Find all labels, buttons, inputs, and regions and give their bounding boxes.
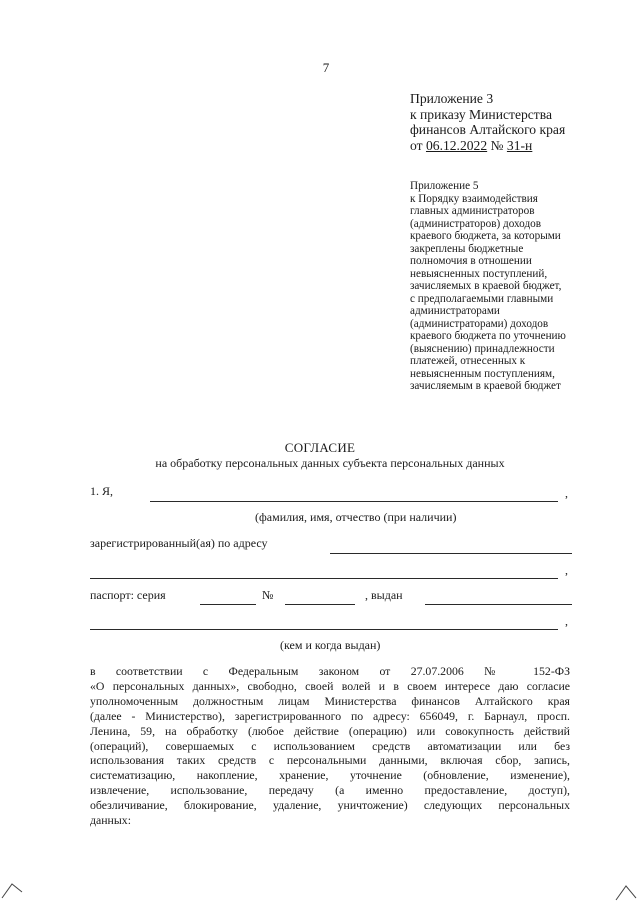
- appendix-main-date-line: [410, 138, 610, 154]
- appendix-sub-line: (администраторов) доходов: [410, 217, 542, 230]
- body-text-line: систематизацию, накопление, хранение, уточнение (обновление, изменение),: [90, 768, 570, 783]
- body-text-line: данных:: [90, 813, 131, 828]
- date-prefix: от: [410, 137, 426, 153]
- order-date: 06.12.2022: [425, 137, 488, 153]
- appendix-sub-line: (выяснению) принадлежности: [410, 342, 555, 355]
- appendix-sub-line: полномочия в отношении: [410, 255, 532, 267]
- appendix-sub-line: зачисляемых в краевой бюджет,: [410, 280, 562, 292]
- appendix-sub-line: к Порядку взаимодействия: [410, 192, 538, 205]
- body-text-line: (далее - Министерство), зарегистрированного по адресу: 656049, г. Барнаул, просп.: [90, 708, 570, 723]
- passport-label: паспорт: серия: [90, 588, 166, 602]
- fio-hint: (фамилия, имя, отчество (при наличии): [255, 510, 457, 524]
- page-number: 7: [322, 60, 330, 75]
- order-number: 31-н: [506, 137, 533, 153]
- passport-number-line[interactable]: [285, 604, 355, 605]
- passport-number-label: №: [262, 588, 274, 602]
- appendix-sub-line: главных администраторов: [410, 205, 535, 217]
- body-text-line: в соответствии с Федеральным законом от 27.07.2006 № 152-ФЗ: [90, 664, 570, 678]
- body-text-line: извлечение, использование, передачу (а именно предоставление, доступ),: [90, 783, 570, 798]
- issued-field-line-2[interactable]: [90, 629, 558, 630]
- consent-body-text: [90, 664, 570, 828]
- appendix-main-line: к приказу Министерства: [410, 106, 553, 122]
- body-text-line: использования таких средств с персональными данными, включая сбор, запись,: [90, 753, 570, 768]
- body-text-line: обезличивание, блокирование, удаление, уничтожение) следующих персональных: [90, 798, 570, 813]
- address-field-line-1[interactable]: [330, 553, 572, 554]
- appendix-sub-line: администраторами: [410, 305, 500, 317]
- appendix-sub-line: невыясненных поступлений,: [410, 267, 548, 280]
- passport-series-line[interactable]: [200, 604, 256, 605]
- appendix-sub-line: Приложение 5: [410, 180, 479, 192]
- body-text-line: Ленина, 59, на обработку (любое действие (операцию) или совокупность действий: [90, 723, 570, 738]
- number-sign: №: [487, 137, 507, 153]
- issued-field-line-1[interactable]: [425, 604, 572, 605]
- document-title: СОГЛАСИЕ: [284, 440, 356, 455]
- appendix-main-block: [410, 91, 610, 153]
- address-label: зарегистрированный(ая) по адресу: [90, 536, 268, 550]
- appendix-sub-line: с предполагаемыми главными: [410, 292, 554, 305]
- address-field-line-2[interactable]: [90, 578, 558, 579]
- appendix-main-line: Приложение 3: [410, 91, 494, 106]
- body-text-line: уполномоченным должностным лицам Министерства финансов Алтайского края: [90, 693, 570, 708]
- appendix-sub-line: зачисляемым в краевой бюджет: [410, 380, 561, 392]
- appendix-sub-line: невыясненным поступлениям,: [410, 367, 555, 380]
- address-comma: ,: [565, 563, 568, 577]
- appendix-sub-line: (администраторами) доходов: [410, 317, 549, 330]
- appendix-sub-line: платежей, отнесенных к: [410, 355, 526, 367]
- body-text-line: (операций), совершаемых с использованием средств автоматизации или без: [90, 738, 570, 753]
- issued-label: , выдан: [365, 588, 403, 602]
- appendix-sub-block: [410, 180, 600, 393]
- item-label: 1. Я,: [90, 484, 114, 498]
- scan-corner-mark-right: [612, 878, 640, 905]
- appendix-sub-line: закреплены бюджетные: [410, 242, 524, 255]
- appendix-sub-line: краевого бюджета по уточнению: [410, 330, 566, 342]
- issued-comma: ,: [565, 614, 568, 628]
- scan-corner-mark-left: [0, 870, 30, 900]
- appendix-main-line: финансов Алтайского края: [410, 122, 566, 137]
- fio-comma: ,: [565, 486, 568, 500]
- body-text-line: «О персональных данных», свободно, своей волей и в своем интересе даю согласие: [90, 678, 570, 693]
- issued-hint: (кем и когда выдан): [280, 638, 381, 652]
- document-subtitle: на обработку персональных данных субъекта персональных данных: [155, 456, 505, 470]
- fio-field-line[interactable]: [150, 501, 558, 502]
- appendix-sub-line: краевого бюджета, за которыми: [410, 230, 561, 242]
